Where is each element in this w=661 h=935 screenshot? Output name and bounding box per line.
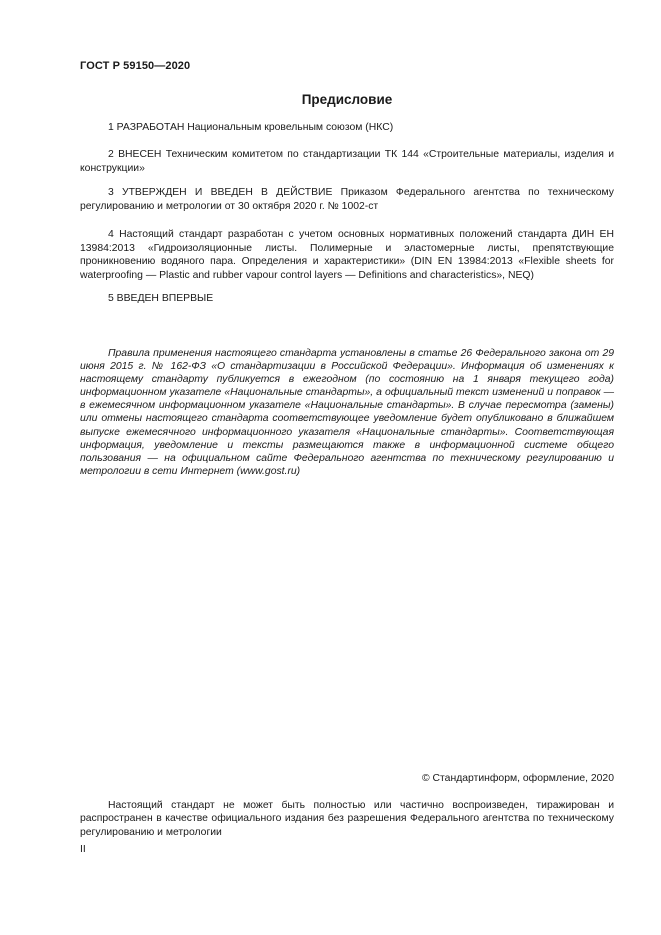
- preface-item-developed: 1 РАЗРАБОТАН Национальным кровельным союзом (НКС): [108, 122, 394, 133]
- preface-item-introduced: 2 ВНЕСЕН Техническим комитетом по стандартизации ТК 144 «Строительные материалы, изделия и конструкции»: [80, 149, 614, 174]
- reproduction-notice: Настоящий стандарт не может быть полностью или частично воспроизведен, тиражирован и распространен в качестве официального издания без разрешения Федерального агентства по техническому регулированию и метрологии: [80, 800, 614, 838]
- standard-id: ГОСТ Р 59150—2020: [80, 60, 191, 72]
- preface-item-basis: 4 Настоящий стандарт разработан с учетом основных нормативных положений стандарта ДИН ЕН 13984:2013 «Гидроизоляционные листы. Полимерные и эластомерные листы, препятствующие проникновению водяного пара. Определения и характеристики» (DIN EN 13984:2013 «Flexible sheets for waterproofing — Plastic and rubber vapour control layers — Definitions and characteristics», NEQ): [80, 229, 614, 281]
- application-rules-notice: Правила применения настоящего стандарта установлены в статье 26 Федерального закона от 29 июня 2015 г. № 162-ФЗ «О стандартизации в Российской Федерации». Информация об изменениях к настоящему стандарту публикуется в ежегодном (по состоянию на 1 января текущего года) информационном указателе «Национальные стандарты», а официальный текст изменений и поправок — в ежемесячном информационном указателе «Национальные стандарты». В случае пересмотра (замены) или отмены настоящего стандарта соответствующее уведомление будет опубликовано в ближайшем выпуске ежемесячного информационного указателя «Национальные стандарты». Соответствующая информация, уведомление и тексты размещаются также в информационной системе общего пользования — на официальном сайте Федерального агентства по техническому регулированию и метрологии в сети Интернет (www.gost.ru): [80, 348, 614, 477]
- page-number: II: [80, 844, 86, 855]
- preface-title: Предисловие: [301, 92, 393, 107]
- copyright-line: © Стандартинформ, оформление, 2020: [421, 773, 614, 784]
- preface-item-first-edition: 5 ВВЕДЕН ВПЕРВЫЕ: [108, 293, 214, 304]
- preface-item-approved: 3 УТВЕРЖДЕН И ВВЕДЕН В ДЕЙСТВИЕ Приказом Федерального агентства по техническому регулированию и метрологии от 30 октября 2020 г. № 1002-ст: [80, 187, 614, 212]
